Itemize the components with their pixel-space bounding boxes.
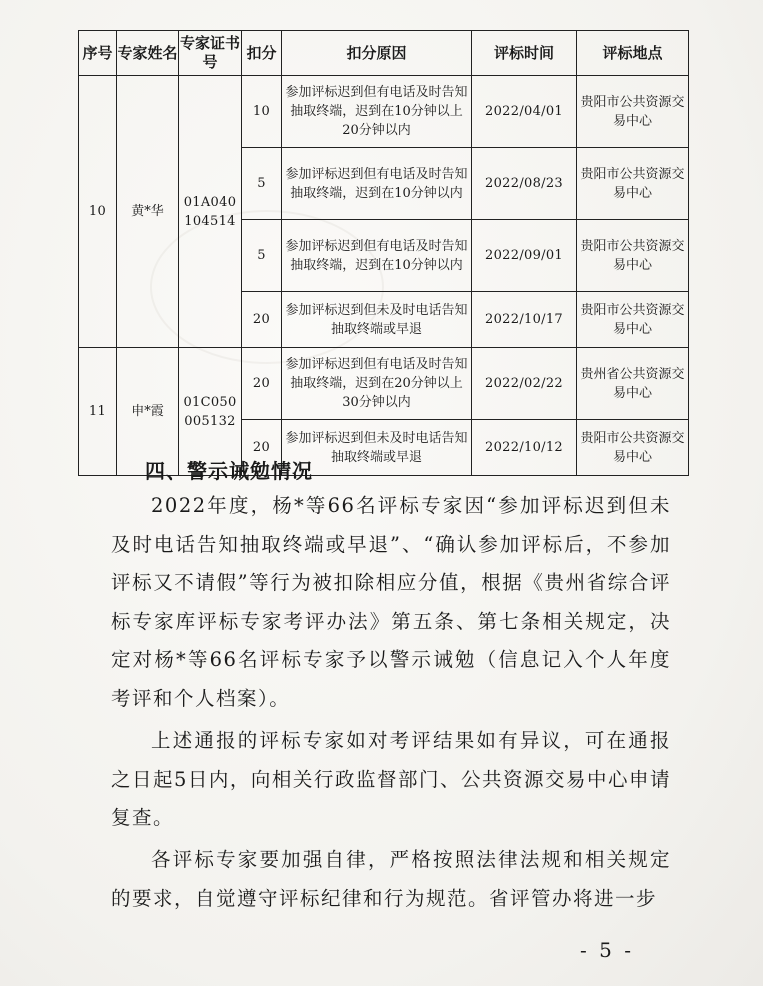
header-place: 评标地点 [577, 31, 689, 76]
deduction-points: 10 [242, 76, 282, 148]
evaluation-place: 贵阳市公共资源交易中心 [577, 292, 689, 348]
deduction-reason: 参加评标迟到但未及时电话告知抽取终端或早退 [282, 292, 472, 348]
header-reason: 扣分原因 [282, 31, 472, 76]
table-row [79, 76, 689, 148]
table-row [79, 348, 689, 420]
deduction-points: 20 [242, 292, 282, 348]
evaluation-place: 贵州省公共资源交易中心 [577, 348, 689, 420]
page-number: - 5 - [580, 938, 634, 962]
expert-name: 黄*华 [117, 76, 179, 348]
cert-line: 005132 [184, 413, 236, 429]
body-paragraph: 上述通报的评标专家如对考评结果如有异议，可在通报之日起5日内，向相关行政监督部门、公共资源交易中心申请复查。 [111, 729, 671, 829]
evaluation-date: 2022/10/17 [472, 292, 577, 348]
evaluation-place: 贵阳市公共资源交易中心 [577, 148, 689, 220]
deduction-reason: 参加评标迟到但有电话及时告知抽取终端，迟到在10分钟以内 [282, 220, 472, 292]
header-time: 评标时间 [472, 31, 577, 76]
deduction-points: 20 [242, 420, 282, 476]
expert-name: 申*霞 [117, 348, 179, 476]
header-cert: 专家证书号 [179, 31, 242, 76]
header-index: 序号 [79, 31, 117, 76]
deduction-points: 5 [242, 148, 282, 220]
deduction-points: 20 [242, 348, 282, 420]
header-points: 扣分 [242, 31, 282, 76]
evaluation-place: 贵阳市公共资源交易中心 [577, 220, 689, 292]
cert-line: 104514 [184, 213, 236, 229]
table-header-row [79, 31, 689, 76]
expert-index: 10 [79, 76, 117, 348]
evaluation-date: 2022/09/01 [472, 220, 577, 292]
evaluation-place: 贵阳市公共资源交易中心 [577, 76, 689, 148]
evaluation-place: 贵阳市公共资源交易中心 [577, 420, 689, 476]
cert-line: 01C050 [183, 394, 237, 410]
cert-line: 01A040 [183, 194, 237, 210]
header-name: 专家姓名 [117, 31, 179, 76]
deduction-points: 5 [242, 220, 282, 292]
expert-index: 11 [79, 348, 117, 476]
evaluation-date: 2022/10/12 [472, 420, 577, 476]
section-heading: 四、警示诫勉情况 [145, 459, 313, 483]
evaluation-date: 2022/04/01 [472, 76, 577, 148]
evaluation-date: 2022/08/23 [472, 148, 577, 220]
deduction-table [78, 30, 689, 476]
evaluation-date: 2022/02/22 [472, 348, 577, 420]
deduction-reason: 参加评标迟到但有电话及时告知抽取终端，迟到在20分钟以上30分钟以内 [282, 348, 472, 420]
deduction-reason: 参加评标迟到但有电话及时告知抽取终端，迟到在10分钟以内 [282, 148, 472, 220]
body-paragraph: 各评标专家要加强自律，严格按照法律法规和相关规定的要求，自觉遵守评标纪律和行为规范。省评管办将进一步 [111, 848, 671, 910]
deduction-reason: 参加评标迟到但有电话及时告知抽取终端，迟到在10分钟以上20分钟以内 [282, 76, 472, 148]
expert-cert [179, 76, 242, 348]
body-paragraph: 2022年度，杨*等66名评标专家因“参加评标迟到但未及时电话告知抽取终端或早退”、“确认参加评标后，不参加评标又不请假”等行为被扣除相应分值，根据《贵州省综合评标专家库评标专家考评办法》第五条、第七条相关规定，决定对杨*等66名评标专家予以警示诫勉（信息记入个人年度考评和个人档案）。 [111, 494, 671, 710]
deduction-reason: 参加评标迟到但未及时电话告知抽取终端或早退 [282, 420, 472, 476]
